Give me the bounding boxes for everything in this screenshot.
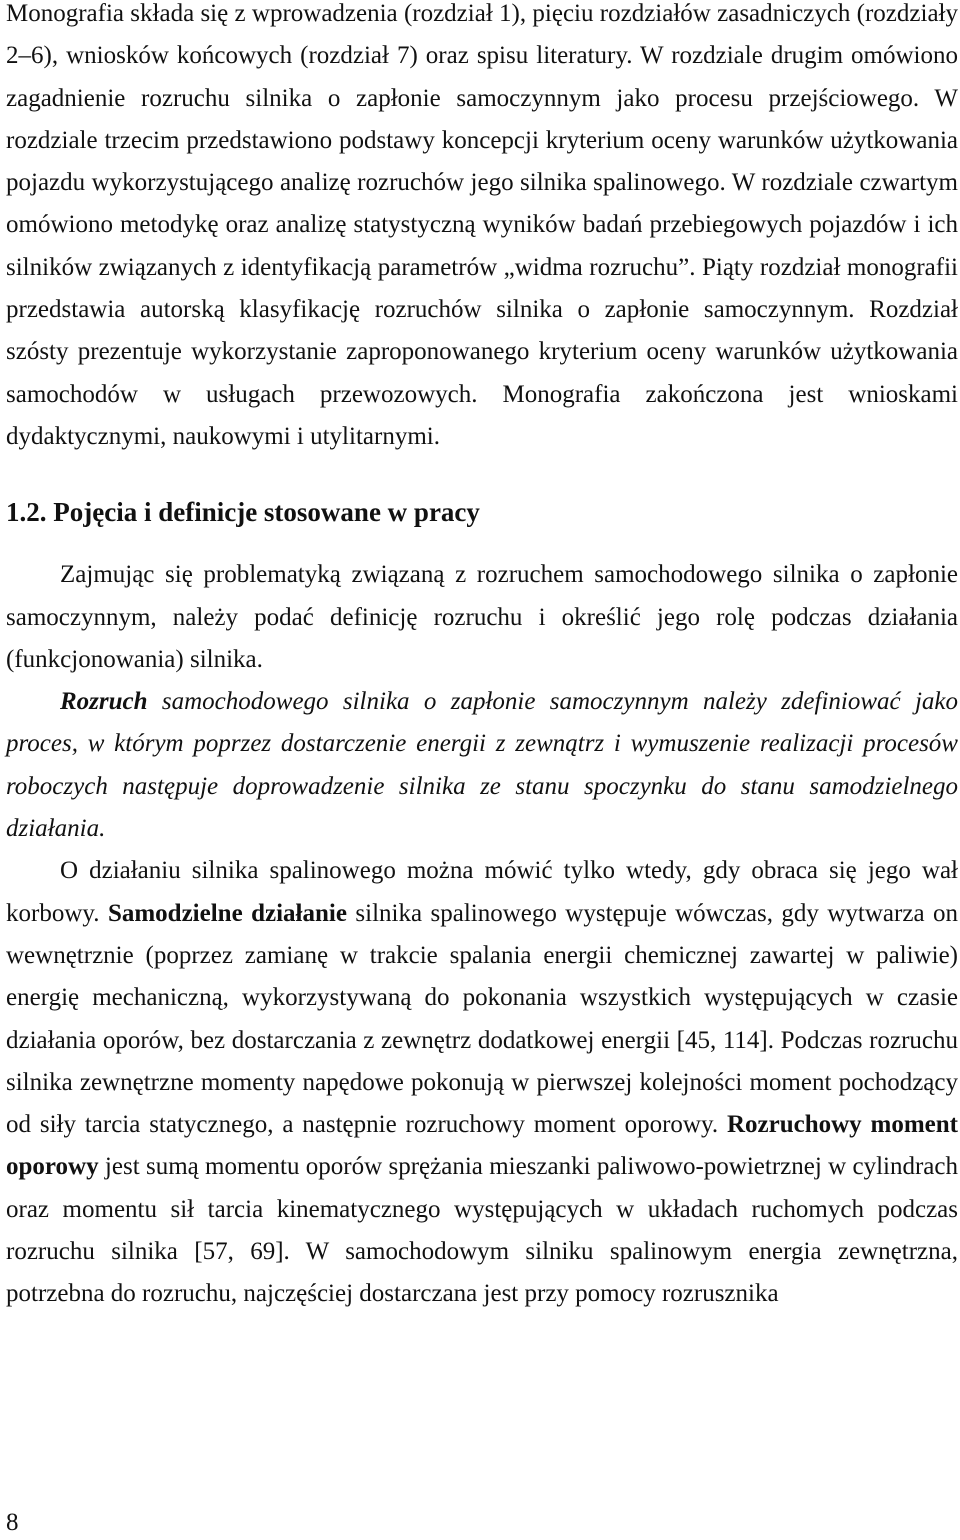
definition-text: samochodowego silnika o zapłonie samoczynnym należy zdefiniować jako proces, w którym poprzez dostarczenie energii z zewnątrz i wymuszenie realizacji procesów roboczych następuje doprowadzenie silnika ze stanu spoczynku do stanu samodzielnego działania. [6,688,958,843]
concepts-paragraph: Zajmując się problematyką związaną z rozruchem samochodowego silnika o zapłonie samoczynnym, należy podać definicję rozruchu i określić jego rolę podczas działania (funkcjonowania) silnika. [6,561,958,673]
section-heading: 1.2. Pojęcia i definicje stosowane w pracy [6,497,480,528]
term-rozruchowy-moment-oporowy: Rozruchowy moment oporowy [6,1111,958,1181]
definition-term: Rozruch [60,688,148,716]
operation-text-3: jest sumą momentu oporów sprężania mieszanki paliwowo-powietrznej w cylindrach oraz momentu sił tarcia kinematycznego występujących w układach ruchomych podczas rozruchu silnika [57, 69]. W samochodowym silniku spalinowym energia zewnętrzna, potrzebna do rozruchu, najczęściej dostarczana jest przy pomocy rozrusznika [6,1153,958,1308]
operation-text-2: silnika spalinowego występuje wówczas, gdy wytwarza on wewnętrznie (poprzez zamianę w trakcie spalania energii chemicznej zawartej w paliwie) energię mechaniczną, wykorzystywaną do pokonania wszystkich występujących w czasie działania oporów, bez dostarczania z zewnętrz dodatkowej energii [45, 114]. Podczas rozruchu silnika zewnętrzne momenty napędowe pokonują w pierwszej kolejności moment pochodzący od siły tarcia statycznego, a następnie rozruchowy moment oporowy. [6,899,958,1139]
definition-paragraph [6,681,958,850]
page-number: 8 [6,1509,19,1536]
term-samodzielne-dzialanie: Samodzielne działanie [107,899,347,927]
intro-paragraph: Monografia składa się z wprowadzenia (rozdział 1), pięciu rozdziałów zasadniczych (rozdziały 2–6), wniosków końcowych (rozdział 7) oraz spisu literatury. W rozdziale drugim omówiono zagadnienie rozruchu silnika o zapłonie samoczynnym jako procesu przejściowego. W rozdziale trzecim przedstawiono podstawy koncepcji kryterium oceny warunków użytkowania pojazdu wykorzystującego analizę rozruchów jego silnika spalinowego. W rozdziale czwartym omówiono metodykę oraz analizę statystyczną wyników badań przebiegowych pojazdów i ich silników związanych z identyfikacją parametrów „widma rozruchu”. Piąty rozdział monografii przedstawia autorską klasyfikację rozruchów silnika o zapłonie samoczynnym. Rozdział szósty prezentuje wykorzystanie zaproponowanego kryterium oceny warunków użytkowania samochodów w usługach przewozowych. Monografia zakończona jest wnioskami dydaktycznymi, naukowymi i utylitarnymi. [6,0,958,450]
document-page [6,0,958,1316]
operation-paragraph [6,850,958,1315]
operation-text-1: O działaniu silnika spalinowego można mówić tylko wtedy, gdy obraca się jego wał korbowy. [6,857,958,927]
